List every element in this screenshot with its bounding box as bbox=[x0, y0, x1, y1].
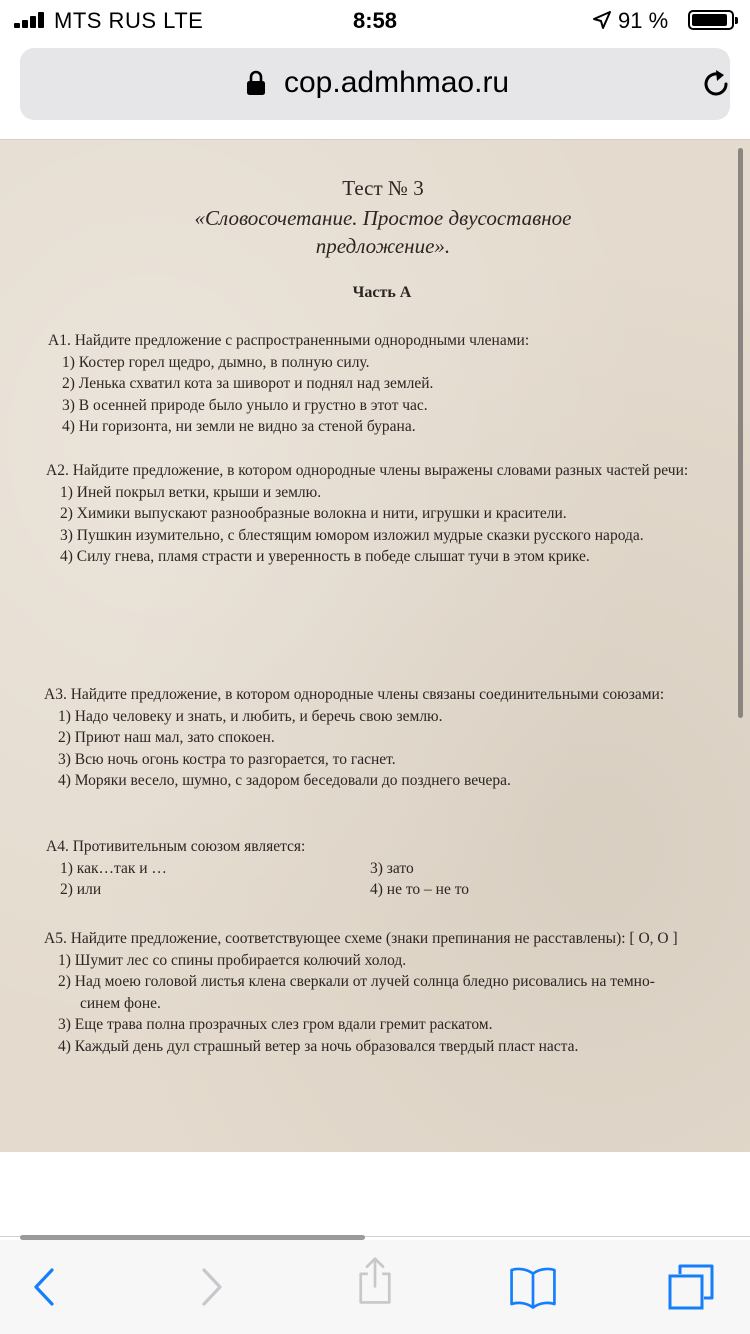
back-icon[interactable] bbox=[20, 1262, 70, 1312]
question-text: А2. Найдите предложение, в котором однородные члены выражены словами разных частей речи: bbox=[46, 462, 689, 479]
tabs-icon[interactable] bbox=[666, 1262, 716, 1312]
clock: 8:58 bbox=[352, 8, 398, 33]
answer-option: 1) Иней покрыл ветки, крыши и землю. bbox=[60, 483, 322, 501]
battery-percentage: 91 % bbox=[618, 8, 669, 33]
scroll-indicator bbox=[738, 148, 743, 718]
test-subtitle: «Словосочетание. Простое двусоставное предложение». bbox=[194, 206, 572, 258]
answer-option: 2) Над моею головой листья клена сверкали от лучей солнца бледно рисовались на темно-синем фоне. bbox=[58, 973, 655, 1012]
answer-option: 1) Надо человеку и знать, и любить, и беречь свою землю. bbox=[58, 707, 443, 725]
address-bar[interactable] bbox=[20, 48, 730, 120]
question-a1 bbox=[48, 330, 698, 438]
question-text: А5. Найдите предложение, соответствующее схеме (знаки препинания не расставлены): [ О, О ] bbox=[44, 930, 678, 947]
status-bar bbox=[0, 0, 750, 40]
question-text: А3. Найдите предложение, в котором однородные члены связаны соединительными союзами: bbox=[44, 686, 665, 703]
answer-option: 3) В осенней природе было уныло и грустно в этот час. bbox=[62, 396, 428, 414]
test-title: Тест № 3 bbox=[342, 176, 424, 200]
answer-option: 4) Силу гнева, пламя страсти и уверенность в победе слышат тучи в этом крике. bbox=[60, 548, 590, 565]
carrier-label: MTS RUS LTE bbox=[54, 8, 204, 33]
answer-option: 1) Шумит лес со спины пробирается колючий холод. bbox=[58, 951, 407, 969]
answer-option: 2) Химики выпускают разнообразные волокна и нити, игрушки и красители. bbox=[60, 505, 567, 522]
question-a2 bbox=[46, 460, 706, 568]
answer-option: 3) зато bbox=[370, 859, 414, 877]
answer-option: 3) Еще трава полна прозрачных слез гром вдали гремит раскатом. bbox=[58, 1016, 493, 1033]
bookmarks-icon[interactable] bbox=[508, 1262, 558, 1312]
answer-option: 4) Ни горизонта, ни земли не видно за стеной бурана. bbox=[62, 418, 416, 435]
answer-option: 4) не то – не то bbox=[370, 881, 470, 898]
question-a4 bbox=[46, 836, 706, 901]
part-heading: Часть А bbox=[352, 284, 412, 301]
question-a5 bbox=[44, 928, 694, 1057]
answer-option: 1) как…так и … bbox=[60, 859, 167, 877]
answer-option: 3) Всю ночь огонь костра то разгорается, то гаснет. bbox=[58, 750, 396, 768]
url-text[interactable]: cop.admhmao.ru bbox=[284, 66, 510, 99]
answer-option: 2) Ленька схватил кота за шиворот и поднял над землей. bbox=[62, 375, 434, 392]
question-text: А1. Найдите предложение с распространенными однородными членами: bbox=[48, 332, 530, 349]
reload-icon[interactable] bbox=[700, 68, 732, 100]
answer-option: 2) Приют наш мал, зато спокоен. bbox=[58, 729, 275, 746]
answer-option: 4) Каждый день дул страшный ветер за ночь образовался твердый пласт наста. bbox=[58, 1037, 579, 1055]
forward-icon[interactable] bbox=[186, 1262, 236, 1312]
location-arrow-icon bbox=[592, 10, 612, 30]
document-page bbox=[0, 140, 750, 1152]
answer-option: 3) Пушкин изумительно, с блестящим юмором изложил мудрые сказки русского народа. bbox=[60, 526, 644, 544]
answer-option: 2) или bbox=[60, 881, 102, 898]
question-text: А4. Противительным союзом является: bbox=[46, 838, 306, 855]
answer-option: 4) Моряки весело, шумно, с задором беседовали до позднего вечера. bbox=[58, 772, 511, 789]
battery-icon bbox=[688, 10, 734, 30]
question-a3 bbox=[44, 684, 684, 792]
lock-icon bbox=[246, 70, 266, 96]
answer-option: 1) Костер горел щедро, дымно, в полную силу. bbox=[62, 353, 370, 371]
browser-toolbar bbox=[0, 1240, 750, 1334]
share-icon[interactable] bbox=[350, 1256, 400, 1306]
